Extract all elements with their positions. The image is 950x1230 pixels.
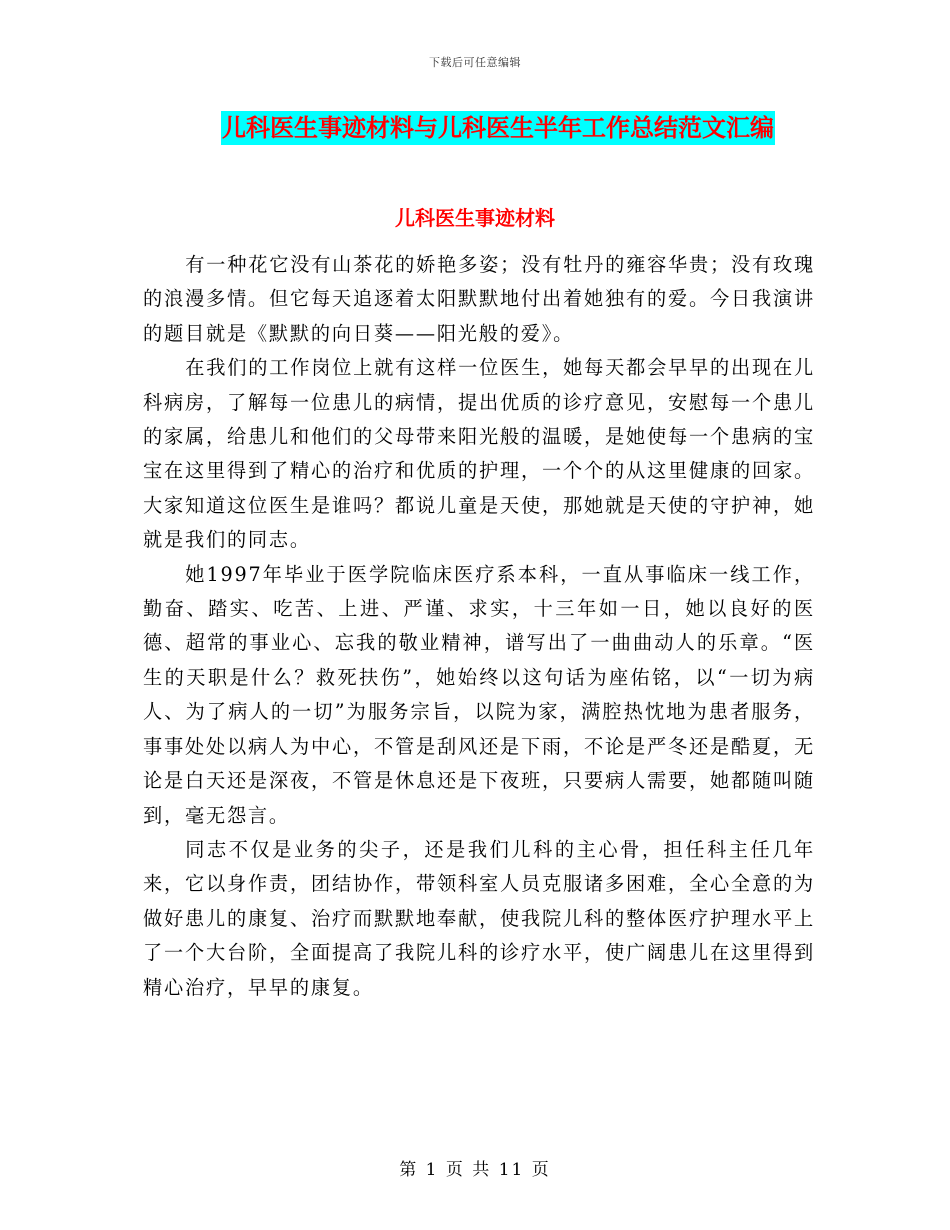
- paragraph: 在我们的工作岗位上就有这样一位医生，她每天都会早早的出现在儿科病房，了解每一位患儿的病情，提出优质的诊疗意见，安慰每一个患儿的家属，给患儿和他们的父母带来阳光般的温暖，是她使每一个患病的宝宝在这里得到了精心的治疗和优质的护理，一个个的从这里健康的回家。大家知道这位医生是谁吗？都说儿童是天使，那她就是天使的守护神，她就是我们的同志。: [143, 356, 815, 552]
- document-title-container: [0, 111, 950, 145]
- paragraph: 她1997年毕业于医学院临床医疗系本科，一直从事临床一线工作，勤奋、踏实、吃苦、上进、严谨、求实，十三年如一日，她以良好的医德、超常的事业心、忘我的敬业精神，谱写出了一曲曲动人的乐章。“医生的天职是什么？救死扶伤”，她始终以这句话为座佑铭，以“一切为病人、为了病人的一切”为服务宗旨，以院为家，满腔热忱地为患者服务，事事处处以病人为中心，不管是刮风还是下雨，不论是严冬还是酷夏，无论是白天还是深夜，不管是休息还是下夜班，只要病人需要，她都随叫随到，毫无怨言。: [143, 562, 815, 827]
- paragraph: 有一种花它没有山茶花的娇艳多姿；没有牡丹的雍容华贵；没有玫瑰的浪漫多情。但它每天追逐着太阳默默地付出着她独有的爱。今日我演讲的题目就是《默默的向日葵——阳光般的爱》。: [143, 253, 815, 345]
- document-title: 儿科医生事迹材料与儿科医生半年工作总结范文汇编: [221, 111, 775, 145]
- page-header-note: 下载后可任意编辑: [429, 56, 521, 69]
- page-number-footer: 第 1 页 共 11 页: [399, 1160, 551, 1180]
- section-title: 儿科医生事迹材料: [395, 206, 555, 230]
- document-body: [143, 248, 815, 1005]
- paragraph: 同志不仅是业务的尖子，还是我们儿科的主心骨，担任科主任几年来，它以身作责，团结协作，带领科室人员克服诸多困难，全心全意的为做好患儿的康复、治疗而默默地奉献，使我院儿科的整体医疗护理水平上了一个大台阶，全面提高了我院儿科的诊疗水平，使广阔患儿在这里得到精心治疗，早早的康复。: [143, 837, 815, 999]
